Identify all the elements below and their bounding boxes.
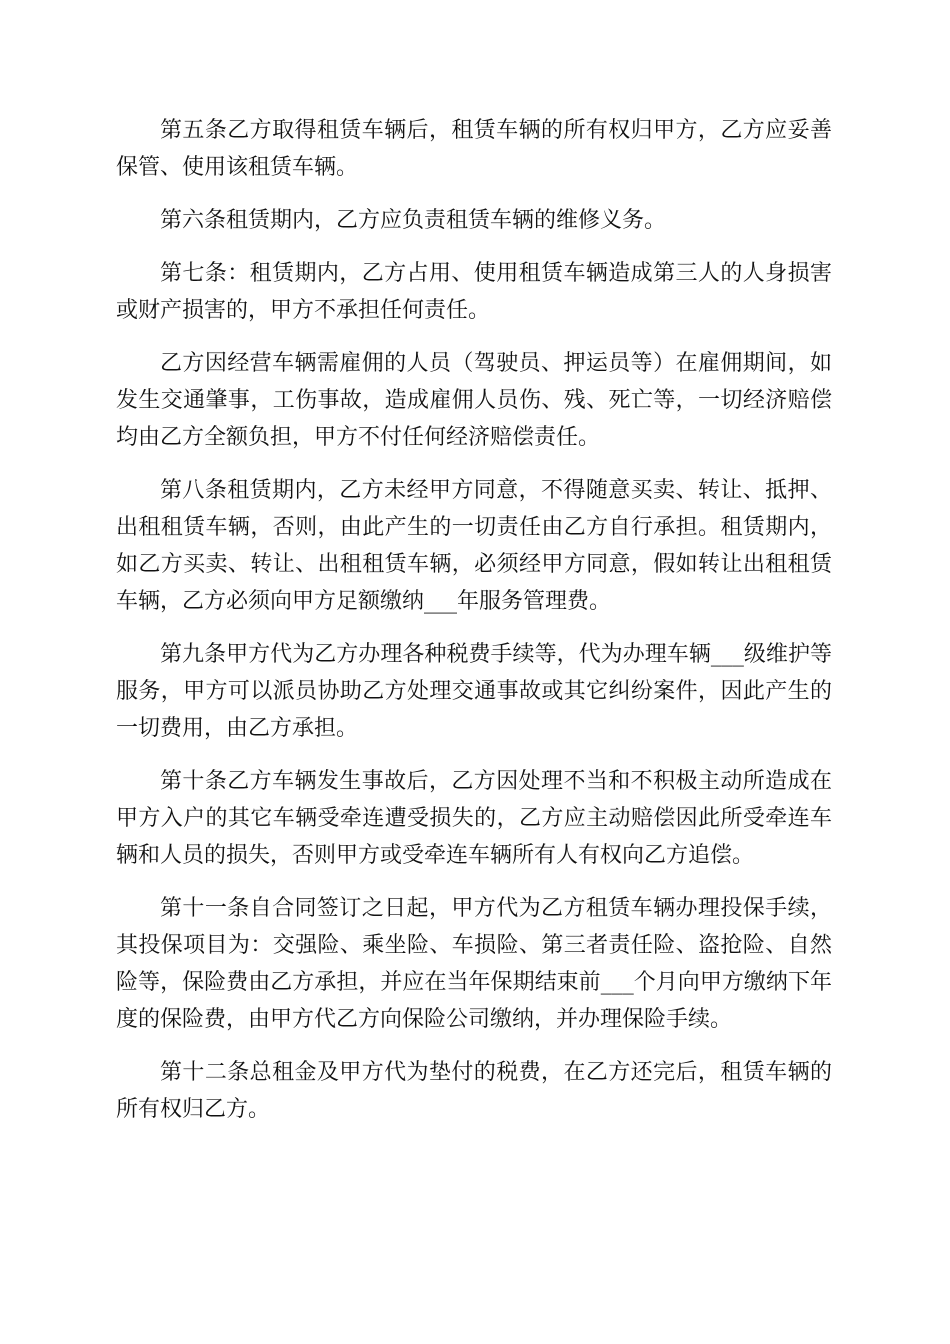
clause-8-paragraph: 第八条租赁期内，乙方未经甲方同意，不得随意买卖、转让、抵押、出租租赁车辆，否则，由此产生的一切责任由乙方自行承担。租赁期内，如乙方买卖、转让、出租租赁车辆，必须经甲方同意，假如转让出租租赁车辆，乙方必须向甲方足额缴纳___年服务管理费。 — [116, 478, 832, 614]
clause-9-paragraph: 第九条甲方代为乙方办理各种税费手续等，代为办理车辆___级维护等服务，甲方可以派员协助乙方处理交通事故或其它纠纷案件，因此产生的一切费用，由乙方承担。 — [116, 642, 832, 741]
document-body — [116, 112, 832, 1144]
clause-10-paragraph: 第十条乙方车辆发生事故后，乙方因处理不当和不积极主动所造成在甲方入户的其它车辆受牵连遭受损失的，乙方应主动赔偿因此所受牵连车辆和人员的损失，否则甲方或受牵连车辆所有人有权向乙方追偿。 — [116, 769, 832, 868]
clause-6-paragraph: 第六条租赁期内，乙方应负责租赁车辆的维修义务。 — [160, 208, 667, 233]
clause-5-paragraph: 第五条乙方取得租赁车辆后，租赁车辆的所有权归甲方，乙方应妥善保管、使用该租赁车辆。 — [116, 118, 832, 180]
clause-7-paragraph: 第七条：租赁期内，乙方占用、使用租赁车辆造成第三人的人身损害或财产损害的，甲方不承担任何责任。 — [116, 261, 832, 323]
clause-11-paragraph: 第十一条自合同签订之日起，甲方代为乙方租赁车辆办理投保手续，其投保项目为：交强险、乘坐险、车损险、第三者责任险、盗抢险、自然险等，保险费由乙方承担，并应在当年保期结束前___个月向甲方缴纳下年度的保险费，由甲方代乙方向保险公司缴纳，并办理保险手续。 — [116, 896, 832, 1032]
clause-12-paragraph: 第十二条总租金及甲方代为垫付的税费，在乙方还完后，租赁车辆的所有权归乙方。 — [116, 1060, 832, 1122]
clause-7-supplement-paragraph: 乙方因经营车辆需雇佣的人员（驾驶员、押运员等）在雇佣期间，如发生交通肇事，工伤事故，造成雇佣人员伤、残、死亡等，一切经济赔偿均由乙方全额负担，甲方不付任何经济赔偿责任。 — [116, 351, 832, 450]
